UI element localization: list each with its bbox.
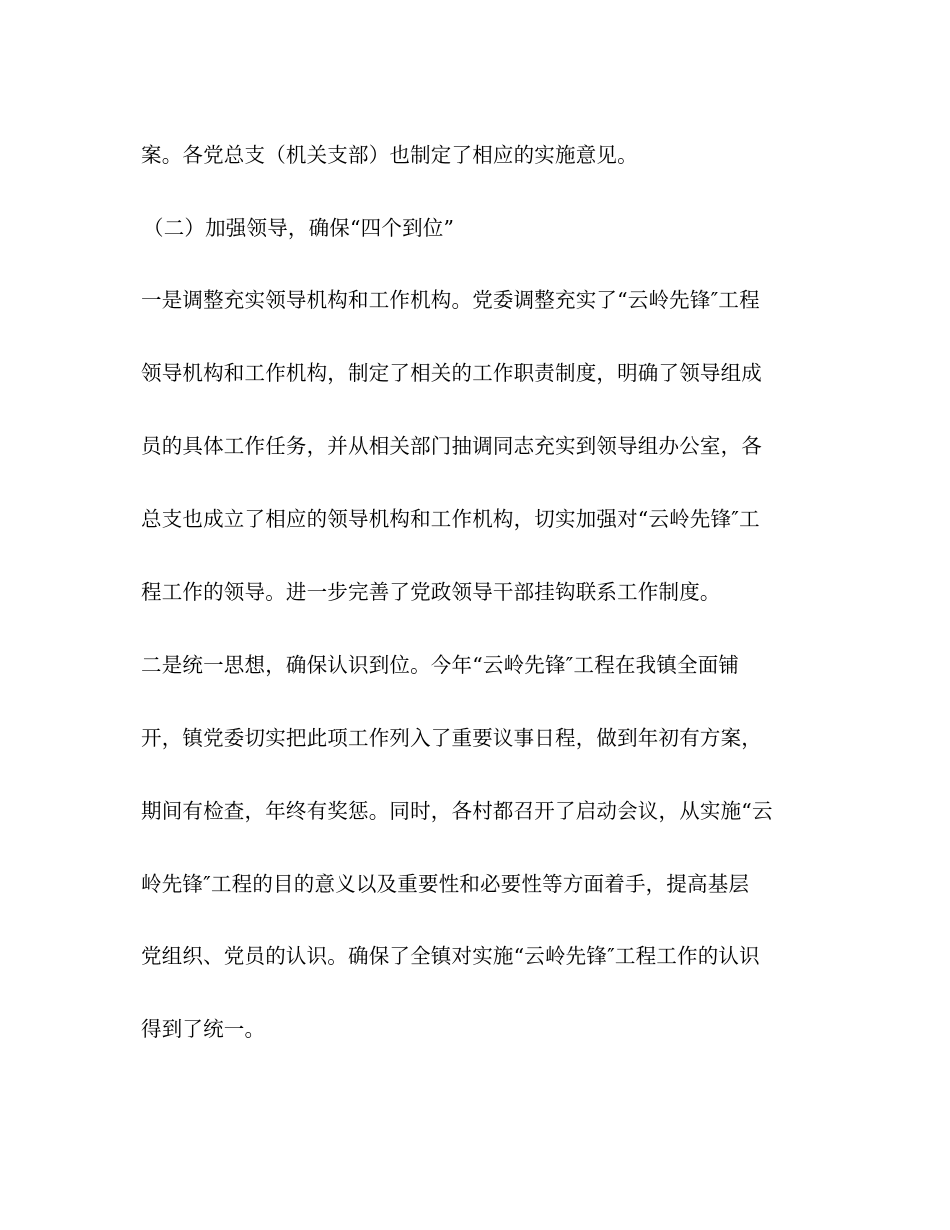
paragraph-line: 二是统一思想，确保认识到位。今年“云岭先锋″工程在我镇全面铺	[141, 653, 740, 677]
paragraph-line: 一是调整充实领导机构和工作机构。党委调整充实了“云岭先锋″工程	[141, 288, 760, 312]
paragraph-line: 领导机构和工作机构，制定了相关的工作职责制度，明确了领导组成	[141, 361, 762, 385]
paragraph-line: 岭先锋″工程的目的意义以及重要性和必要性等方面着手，提高基层	[141, 872, 750, 896]
paragraph-line: 期间有检查，年终有奖惩。同时，各村都召开了启动会议，从实施“云	[141, 799, 773, 823]
paragraph-line: 员的具体工作任务，并从相关部门抽调同志充实到领导组办公室，各	[141, 434, 762, 458]
paragraph-line: 程工作的领导。进一步完善了党政领导干部挂钩联系工作制度。	[141, 580, 721, 604]
paragraph-line: 总支也成立了相应的领导机构和工作机构，切实加强对“云岭先锋″工	[141, 507, 760, 531]
paragraph-line: 得到了统一。	[141, 1017, 266, 1041]
paragraph-line: 开，镇党委切实把此项工作列入了重要议事日程，做到年初有方案，	[141, 726, 762, 750]
section-heading: （二）加强领导，确保“四个到位”	[143, 216, 455, 240]
paragraph-line: 党组织、党员的认识。确保了全镇对实施“云岭先锋″工程工作的认识	[141, 944, 760, 968]
paragraph-line: 案。各党总支（机关支部）也制定了相应的实施意见。	[141, 143, 638, 167]
